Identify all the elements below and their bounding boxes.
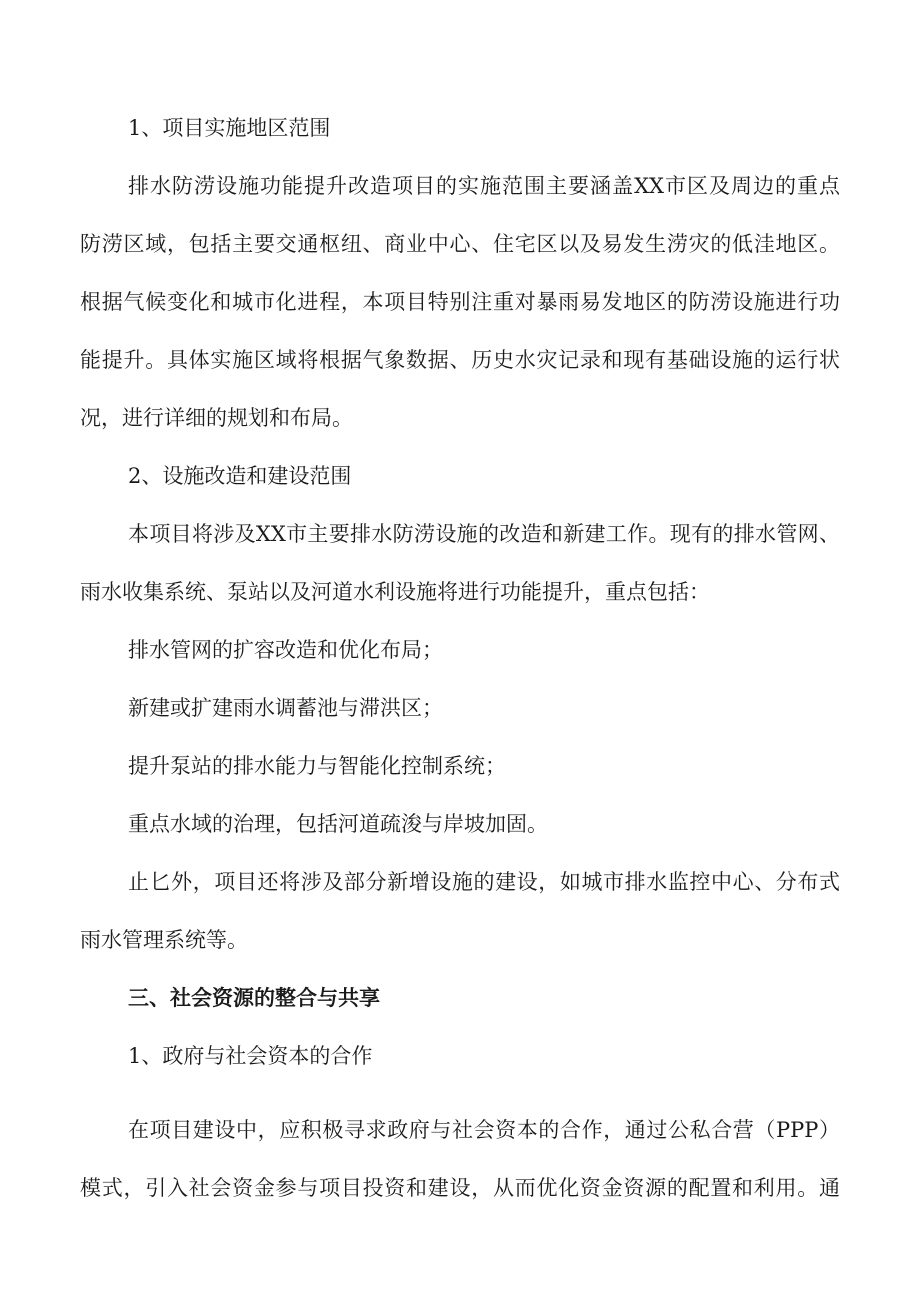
paragraph-line: 能提升。具体实施区域将根据气象数据、历史水灾记录和现有基础设施的运行状 bbox=[80, 348, 840, 372]
paragraph-line: 况，进行详细的规划和布局。 bbox=[80, 406, 353, 430]
paragraph-line: 本项目将涉及XX市主要排水防涝设施的改造和新建工作。现有的排水管网、 bbox=[128, 522, 840, 546]
paragraph-line: 根据气候变化和城市化进程，本项目特别注重对暴雨易发地区的防涝设施进行功 bbox=[80, 290, 840, 314]
list-item: 排水管网的扩容改造和优化布局； bbox=[128, 638, 443, 662]
list-item: 新建或扩建雨水调蓄池与滞洪区； bbox=[128, 696, 443, 720]
chapter-heading-3: 三、社会资源的整合与共享 bbox=[128, 985, 380, 1010]
paragraph-line: 在项目建设中，应积极寻求政府与社会资本的合作，通过公私合营（PPP） bbox=[128, 1118, 840, 1142]
section-heading-1: 1、项目实施地区范围 bbox=[128, 116, 331, 140]
section-heading-2: 2、设施改造和建设范围 bbox=[128, 464, 352, 488]
paragraph-line: 模式，引入社会资金参与项目投资和建设，从而优化资金资源的配置和利用。通 bbox=[80, 1176, 840, 1200]
list-item: 重点水域的治理，包括河道疏浚与岸坡加固。 bbox=[128, 812, 548, 836]
paragraph-line: 止匕外，项目还将涉及部分新增设施的建设，如城市排水监控中心、分布式 bbox=[128, 870, 840, 894]
paragraph-line: 雨水管理系统等。 bbox=[80, 928, 248, 952]
section-heading-3-1: 1、政府与社会资本的合作 bbox=[128, 1044, 373, 1068]
paragraph-line: 防涝区域，包括主要交通枢纽、商业中心、住宅区以及易发生涝灾的低洼地区。 bbox=[80, 232, 840, 256]
paragraph-line: 雨水收集系统、泵站以及河道水利设施将进行功能提升，重点包括： bbox=[80, 580, 710, 604]
paragraph-line: 排水防涝设施功能提升改造项目的实施范围主要涵盖XX市区及周边的重点 bbox=[128, 174, 840, 198]
list-item: 提升泵站的排水能力与智能化控制系统； bbox=[128, 754, 506, 778]
